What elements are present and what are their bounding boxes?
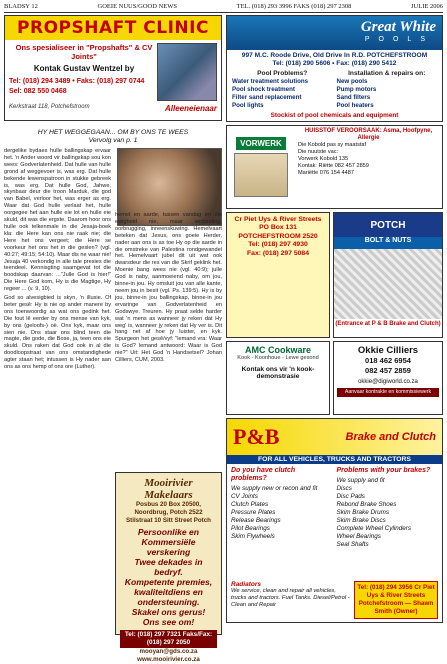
page-number: BLADSY 12: [4, 3, 38, 10]
bolts-image: [334, 249, 442, 319]
pb-radiators-title: Radiators: [231, 581, 261, 588]
mooirivier-line: Stilstraat 10 Sitt Street Potch: [126, 517, 211, 524]
newspaper-tel: TEL. (018) 293 3996 FAKS (018) 297 2308: [236, 3, 352, 10]
pb-item: Pressure Plates: [231, 509, 276, 516]
amc-row: [226, 341, 443, 415]
pb-q2: Problems with your brakes?: [336, 467, 431, 474]
slogan-line: Skakel ons gerus!: [131, 607, 206, 617]
pb-brake-ad: [226, 418, 443, 623]
mooirivier-email: mooyan@gds.co.za www.mooirivier.co.za: [137, 648, 200, 663]
service-item: Filter sand replacement: [232, 94, 302, 101]
pb-item: Disc Pads: [336, 493, 365, 500]
mooirivier-ad: [115, 472, 222, 663]
great-white-services: [227, 68, 442, 112]
cp-river-ad: [226, 212, 330, 338]
cp-fax: Fax: (018) 297 5084: [247, 249, 309, 257]
okkie-email: okkie@digiworld.co.za: [358, 379, 418, 385]
cp-title: Cr Piet Uys & River Streets: [234, 216, 322, 223]
pb-clutch-list: [231, 467, 333, 549]
service-item: New pools: [336, 78, 368, 85]
pb-q1: Do you have clutch problems?: [231, 467, 296, 482]
vorwerk-title: HUISSTOF VEROORSAAK: Asma, Hoofpyne, Allergie: [304, 128, 433, 141]
article-paragraph: hemel en aarde, tussen vandag en die ewigheid nie, maar verbinding, oorbrugging, inneenskuwing. Hemelvaart beteken dat Jesus, ons goeie Herder, nader aan ons is as toe Hy op die aarde in die omstreke van Palestina rondgewandel het. Hemelvaart jubel dit uit wat ook dwarsdeur die res van die Skrif geklink het. Moenie bang wees nie (vgl. 40:9); julle God is naby, aanmoeiend naby, om jou, binne-in jou. Hy omsluit jou van alle kante, neem jou in besit (vgl. Ps. 139:5). Hy is by jou, binne-in jou ballingskap, binne-in jou ervaringe van Godverlatenheid en Godswye. Treuren. Hy praat selde harder wat 'n mens as wanneer jy reken dat Hy weg' is, wanneer jy reken dat Hy ver is. Dit hang net af hoe jy luister, en kyk. Spurgeon het gesê/vyf: "lemand vra: Waar is God? lemand antwoord: Waar is God nie?" Uit: Het God 'n Handsetsel? Johan Cilliers, CUM, 2003.: [115, 212, 222, 364]
okkie-number: 018 462 6954: [365, 356, 411, 365]
potch-banner: BOLT & NUTS: [334, 237, 442, 249]
pb-bottom: [231, 581, 438, 619]
article-title: [4, 129, 222, 145]
slogan-line: Persoonlike en: [137, 527, 200, 537]
tel-line: Tel: (018) 290 5606 • Fax: (018) 290 5412: [272, 60, 397, 67]
left-column: [4, 15, 222, 121]
propshaft-sel-line: Sel: 082 550 0468: [9, 88, 67, 95]
okkie-number: 082 457 2859: [365, 366, 411, 375]
vorwerk-ad: [226, 125, 443, 209]
pb-item: Discs: [336, 485, 352, 492]
pb-q2sub: We supply and fit: [336, 477, 385, 484]
propshaft-title: PROPSHAFT CLINIC: [5, 16, 221, 40]
slogan-line: Twee dekades in bedryf.: [134, 557, 203, 577]
great-white-pools: POOLS: [364, 36, 434, 43]
propshaft-tel-line: Tel: (018) 294 3489 • Faks: (018) 297 0744: [9, 78, 145, 85]
pb-item: Skim Flywheels: [231, 533, 275, 540]
pb-radiators-text: We service, clean and repair all vehicles, trucks and tractors. Fuel Tanks. Diesel/Petrol - Clean and Repair: [231, 588, 350, 608]
pb-item: Wheel Bearings: [336, 533, 381, 540]
article-paragraph: God so alvesigbied is skyn, 'n illusie. Of beter gesê: Hy is nie op ander manere by ons toenwoordig as wat ons gedink het. Die fout lê eerder by ons mense van kyk, by ons (geloofs-) oë. Ons kyk, maar ons sien nie. Ons staar ons blind teen die magte, die gode, die Bose, ja, teen ons eie skuld. Ons raken dat God ook in al die doodloopstraat van ons omstandighede agter staan het; intussen is Hy nader aan ons as ons hemp of ons ore (Luther).: [4, 295, 111, 371]
pb-item: Clutch Plates: [231, 501, 269, 508]
mooirivier-tel: Tel: (018) 297 7321 Faks/Fax: (018) 297 2050: [120, 630, 217, 648]
mooirivier-line: Posbus 20 Box 20500,: [135, 501, 201, 508]
propshaft-address: Kerkstraat 118, Potchefstroom: [9, 104, 90, 110]
mooirivier-slogan: [120, 527, 217, 627]
propshaft-contact: Kontak Gustav Wentzel by: [33, 64, 135, 73]
service-item: Pump motors: [336, 86, 377, 93]
amc-logo: AMC Cookware: [244, 345, 311, 355]
vorwerk-line: Kontak: Riëtte 082 457 2859: [298, 163, 369, 169]
mooirivier-line: Noordbrug, Potch 2522: [134, 509, 203, 516]
okkie-ad: [333, 341, 443, 415]
mooirivier-subtitle: Makelaars: [144, 489, 193, 501]
pb-item: Rebond Brake Shoes: [336, 501, 397, 508]
cp-box: PO Box 131: [259, 224, 297, 232]
slogan-line: Kommersiële verskering: [141, 537, 196, 557]
propshaft-ad: [4, 15, 222, 121]
services-left-title: Pool Problems?: [257, 70, 308, 77]
service-item: Pool lights: [232, 102, 264, 109]
pb-item: CV Joints: [231, 493, 258, 500]
mooirivier-title: Mooirivier: [144, 477, 193, 489]
potch-entrance: (Entrance at P & B Brake and Clutch): [334, 319, 442, 337]
pb-item: Skim Brake Discs: [336, 517, 386, 524]
pb-subtitle: FOR ALL VEHICLES, TRUCKS AND TRACTORS: [227, 455, 442, 464]
great-white-logo: Great White: [360, 19, 436, 35]
great-white-address: [227, 52, 442, 68]
vorwerk-image: [234, 153, 288, 197]
service-item: Sand filters: [336, 94, 371, 101]
slogan-line: Ons see om!: [142, 617, 195, 627]
service-item: Pool shock treatment: [232, 86, 295, 93]
pb-columns: [227, 464, 442, 552]
article-heading: HY HET WEGGEGAAN... OM BY ONS TE WEES: [37, 129, 189, 136]
page-header: [4, 3, 443, 13]
service-item: Water treatment solutions: [232, 78, 309, 85]
address-line: 997 M.C. Roode Drive, Old Drive In R.D. POTCHEFSTROOM: [241, 52, 428, 59]
right-column: [226, 15, 443, 623]
pb-logo: P&B: [233, 424, 280, 449]
vorwerk-line: Die nuutste vac:: [298, 149, 339, 155]
potch-bolt-ad: [333, 212, 443, 338]
amc-ad: [226, 341, 330, 415]
article-column-2-text: [115, 212, 222, 364]
mooirivier-ad-wrap: [115, 472, 222, 663]
potch-logo: POTCH: [334, 213, 442, 237]
issue-date: JULIE 2006: [411, 3, 443, 10]
vorwerk-text: [295, 126, 442, 208]
slogan-line: Kompetente premies, kwaliteitdiens en ondersteuning.: [124, 577, 213, 607]
great-white-footer: Stockist of pool chemicals and equipment: [270, 112, 399, 119]
vorwerk-line: Die Kobold pas sy maatstaf: [298, 142, 367, 148]
pb-title: Brake and Clutch: [345, 431, 436, 443]
pb-contact: Tel: (018) 294 3956 Cr Piet Uys & River Streets Potchefstroom — Shawn Smith (Owner): [354, 581, 438, 619]
pb-item: Skim Brake Drums: [336, 509, 389, 516]
amc-contact: Kontak ons vir 'n kook-demonstrasie: [241, 366, 315, 380]
vorwerk-logo: VORWERK: [236, 137, 286, 150]
pb-item: Complete Wheel Cylinders: [336, 525, 412, 532]
propshaft-specialists: Ons spesialiseer in "Propshafts" & CV Joints": [15, 43, 153, 61]
propshaft-owner: Alleeneienaar: [164, 104, 217, 113]
great-white-banner: [227, 16, 442, 50]
cp-row: [226, 212, 443, 338]
okkie-title: Okkie Cilliers: [357, 345, 419, 356]
cp-tel: Tel: (018) 297 4930: [248, 241, 308, 249]
okkie-agent: Aanvaar kontrakte en kommissiewerk: [337, 388, 439, 397]
pb-radiators: [231, 581, 351, 619]
pb-q1sub: We supply new or recon and fit: [231, 485, 318, 492]
pb-banner: [227, 419, 442, 455]
article-paragraph: dergelike bydaes hulle ballingskap ervaar het. 'n Ander woord vir ballingskap sou kon wees: Godverlatenheid. Dat hulle van hulle grond af weggevoer is, was erg. Dat hulle bekende lewenspatroon in stukke gebreek is, was erg. Dat hulle God, Jahwe, skynbaar deur die troon Marduk, die god van Babel, verloor het, was erger as erg. Waar dat God hulle verlaat het, hulle oorgegee het aan hulle eie lot en hulle eie skuld, dit was die ergste. Daarom hoor ons hulle ook telkenmale in die Jesaja-boek kla: die Here kan ons nie raak nie; die Here het ons vergeet; die Here se voorkeur het ons het in die gesien? (vgl. 40:27; 49:15; 54:10). Maar dis ne waar nie! Jesaja 40 verkondig in alle tale presies die teendeel. Kennisgting saamgevat tot die boodskap daarvan: ..."Julle God is hier!" Die Here God kom, Hy is die Magtige, Hy regeer ... (v. 9, 10).: [4, 148, 111, 293]
amc-sub: Kook - Koonhoue - Lewe gesond: [237, 355, 319, 361]
vorwerk-line: Mariëtte 076 154 4487: [298, 170, 354, 176]
pb-item: Release Bearings: [231, 517, 281, 524]
article-subtitle: Vervolg van p. 1: [88, 137, 138, 144]
service-item: Pool heaters: [336, 102, 374, 109]
great-white-ad: [226, 15, 443, 122]
article-column-1: [4, 148, 111, 371]
newspaper-name: GOEIE NUUS/GOOD NEWS: [97, 3, 177, 10]
vorwerk-logo-area: [227, 126, 295, 208]
propshaft-photo: [157, 43, 217, 101]
cp-city: POTCHEFSTROOM 2520: [238, 232, 318, 240]
pb-brakes-list: [337, 467, 439, 549]
vorwerk-line: Vorwerk Kobold 135: [298, 156, 349, 162]
pb-item: Pilot Bearings: [231, 525, 270, 532]
services-right-title: Installation & repairs on:: [348, 70, 426, 77]
pb-item: Seal Shafts: [336, 541, 369, 548]
